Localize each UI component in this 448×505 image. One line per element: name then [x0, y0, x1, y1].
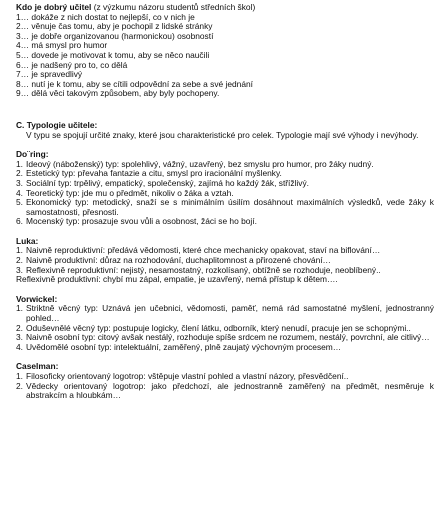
- list-item: 7… je spravedlivý: [16, 69, 83, 80]
- list-number: 5.: [16, 197, 23, 208]
- list-item: [16, 382, 434, 401]
- list-number: 2.: [16, 380, 23, 391]
- luka-list: [16, 246, 448, 284]
- list-text: Naivně osobní typ: citový avšak nestálý, rozhoduje spíše srdcem ne rozumem, nestálý, povrchní, ale citlivý…: [26, 332, 430, 343]
- vorwickel-heading: Vorwickel:: [16, 293, 58, 304]
- list-number: 2.: [16, 322, 23, 333]
- list-item: 1… dokáže z nich dostat to nejlepší, co v nich je: [16, 11, 195, 22]
- list-text: Reflexivně reproduktivní: nejistý, nesamostatný, rozkolísaný, obtížně se rozhoduje, neoblíbený..: [26, 264, 381, 275]
- good-teacher-list: [16, 13, 448, 99]
- list-number: 4.: [16, 187, 23, 198]
- list-item: [16, 343, 434, 353]
- list-number: 3.: [16, 177, 23, 188]
- list-item: [16, 198, 434, 217]
- list-number: 3.: [16, 332, 23, 343]
- list-item: 3… je dobře organizovanou (harmonickou) osobností: [16, 30, 214, 41]
- list-text: Ideový (náboženský) typ: spolehlivý, vážný, uzavřený, bez smyslu pro humor, pro žáky nudný.: [26, 158, 374, 169]
- good-teacher-subtitle: (z výzkumu názoru studentů středních škol): [91, 2, 256, 12]
- list-text: Striktně věcný typ: Uznává jen učebnici, vědomosti, paměť, nemá rád samostatné myšlení, jednostranný pohled…: [26, 303, 434, 324]
- doring-list: [16, 160, 448, 227]
- list-number: 2.: [16, 168, 23, 179]
- caselman-list: [16, 372, 448, 401]
- doring-heading: Do¨ring:: [16, 149, 49, 160]
- list-number: 4.: [16, 341, 23, 352]
- list-item: 9… dělá věci takovým způsobem, aby byly pochopeny.: [16, 88, 220, 99]
- list-number: 1.: [16, 158, 23, 169]
- list-number: 1.: [16, 371, 23, 381]
- luka-extra-line: Reflexivně produktivní: chybí mu zápal, empatie, je uzavřený, nemá přístup k dětem….: [16, 274, 338, 285]
- caselman-heading: Caselman:: [16, 361, 59, 372]
- list-item: [16, 217, 434, 227]
- list-text: Oduševnělé věcný typ: postupuje logicky, člení látku, odborník, který nenudí, pracuje jen se schopnými..: [26, 322, 411, 333]
- list-text: Uvědomělé osobní typ: intelektuální, zaměřený, plně zaujatý výchovným procesem…: [26, 341, 342, 352]
- good-teacher-title: Kdo je dobrý učitel: [16, 2, 92, 12]
- list-number: 2.: [16, 255, 23, 266]
- list-text: Teoretický typ: jde mu o předmět, nikoliv o žáka a vztah.: [26, 187, 234, 198]
- list-item: 5… dovede je motivovat k tomu, aby se něco naučili: [16, 49, 210, 60]
- list-item: 4… má smysl pro humor: [16, 40, 108, 51]
- list-item: 6… je nadšený pro to, co dělá: [16, 59, 128, 70]
- list-number: 3.: [16, 264, 23, 275]
- list-text: Naivně reproduktivní: předává vědomosti, které chce mechanicky opakovat, staví na biflování…: [26, 245, 381, 256]
- list-text: Filosoficky orientovaný logotrop: vštěpuje vlastní pohled a vlastní názory, přesvědčení..: [26, 371, 349, 381]
- list-text: Naivně produktivní: důraz na rozhodování, duchaplitomnost a přirozené chování…: [26, 255, 331, 266]
- list-text: Mocenský typ: prosazuje svou vůli a osobnost, žáci se ho bojí.: [26, 216, 257, 227]
- list-item: 8… nutí je k tomu, aby se cítili odpovědní za sebe a své jednání: [16, 78, 253, 89]
- list-item: 2… věnuje čas tomu, aby je pochopil z lidské stránky: [16, 21, 213, 32]
- list-number: 6.: [16, 216, 23, 227]
- list-text: Estetický typ: převaha fantazie a citu, smysl pro iracionální myšlenky.: [26, 168, 282, 179]
- vorwickel-list: [16, 304, 448, 352]
- list-number: 1.: [16, 303, 23, 314]
- list-text: Sociální typ: trpělivý, empatický, společenský, zajímá ho každý žák, střížlivý.: [26, 177, 309, 188]
- typology-text: V typu se spojují určité znaky, které jsou charakteristické pro celek. Typologie mají své výhody i nevýhody.: [26, 129, 419, 140]
- list-item: [16, 304, 434, 323]
- list-text: Vědecky orientovaný logotrop: jako předchozí, ale jednostranně zaměřený na předmět, nesměruje k abstrakcím a hloubkám…: [26, 380, 434, 401]
- list-text: Ekonomický typ: metodický, snaží se s minimálním úsilím dosáhnout maximálních výsledků, vede žáky k samostatnosti, přesnosti.: [26, 197, 434, 217]
- list-number: 1.: [16, 245, 23, 256]
- luka-heading: Luka:: [16, 235, 39, 246]
- typology-heading: C. Typologie učitele:: [16, 119, 98, 130]
